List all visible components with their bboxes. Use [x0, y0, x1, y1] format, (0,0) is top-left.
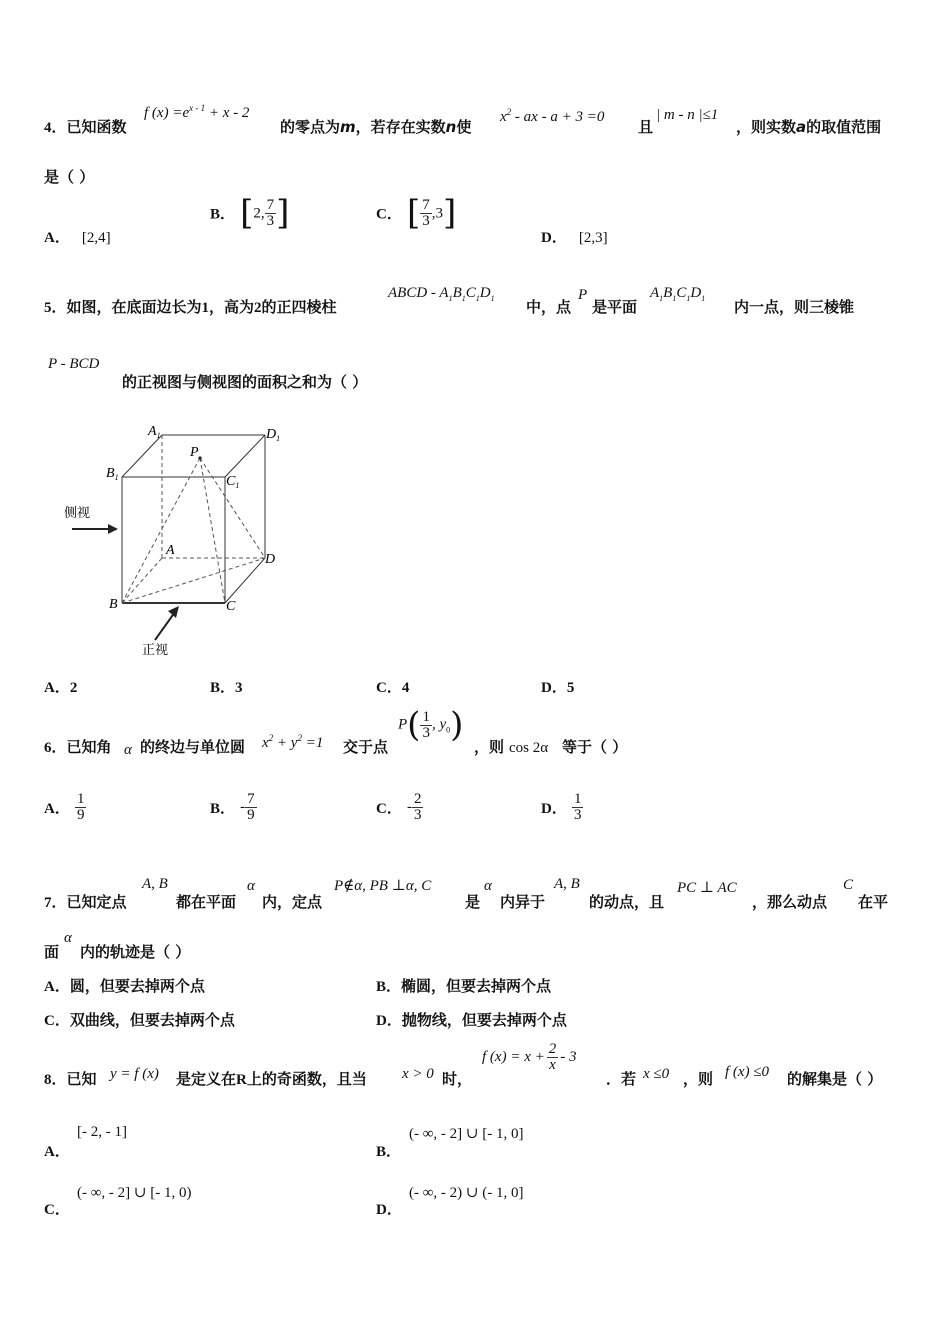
label-b: B [109, 597, 118, 612]
edge-d1c1 [225, 435, 265, 477]
q7-line2b: 内的轨迹是（ ） [80, 943, 191, 961]
q6-line1b: 的终边与单位圆 [140, 738, 246, 756]
q7-is: 是 [465, 893, 481, 911]
q7-line1d: 内异于 [500, 893, 546, 911]
q8-line1: 8．已知 [44, 1070, 97, 1088]
q7-line2: 面 [44, 943, 60, 961]
q7-perp: PC ⊥ AC [677, 880, 737, 896]
q7-alpha-3: α [64, 930, 72, 946]
q7-line1e: 的动点，且 [589, 893, 665, 911]
q5-prism: ABCD - $A_1B_1C_1D_1$ [388, 285, 495, 303]
q5-option-a: A．2 [44, 680, 78, 696]
q8-yfx: y = f (x) [110, 1066, 159, 1082]
q8-option-c: (- ∞, - 2] ∪ [- 1, 0) [77, 1185, 192, 1201]
q8-line1b: 是定义在R上的奇函数，且当 [176, 1070, 367, 1088]
q4-option-b: B． [2, $\frac{7}{3}$ ] [210, 193, 290, 233]
q5-line1c: 是平面 [592, 298, 638, 316]
q8-fle: f (x) ≤0 [725, 1064, 770, 1080]
q8-option-a-label: A． [44, 1144, 70, 1160]
q6-option-a: A． $\frac{1}{9}$ [44, 791, 85, 823]
q4-option-c: C． [ $\frac{7}{3}$ ,3] [376, 193, 457, 233]
q5-line1b: 中，点 [526, 298, 572, 316]
q8-option-d: (- ∞, - 2) ∪ (- 1, 0] [409, 1185, 524, 1201]
q8-option-b-label: B． [376, 1144, 402, 1160]
q4-and: 且 [638, 118, 654, 136]
q5-pyramid: P - BCD [48, 356, 100, 372]
label-a1: $A_1$ [148, 424, 161, 440]
q8-xle: x ≤0 [643, 1066, 670, 1082]
q6-line1e: 等于（ ） [562, 738, 628, 756]
q6-point: P( $\frac{1}{3}$ , $y_0$) [398, 705, 464, 745]
q4-function: f $(x) =e^{x - 1} + x - 2$ [144, 103, 250, 121]
q8-line1c: 时， [442, 1070, 473, 1088]
q7-line1g: 在平 [858, 893, 889, 911]
prism-figure [60, 418, 300, 663]
side-view-arrowhead [108, 524, 118, 534]
q5-option-b: B．3 [210, 680, 243, 696]
q5-option-d: D．5 [541, 680, 575, 696]
edge-pc [200, 458, 225, 603]
label-side-view: 侧视 [64, 505, 91, 520]
q6-option-c: C． - $\frac{2}{3}$ [376, 791, 422, 823]
q7-line1b: 都在平面 [176, 893, 237, 911]
q6-line1c: 交于点 [343, 738, 389, 756]
edge-pb [122, 458, 200, 603]
q8-option-b: (- ∞, - 2] ∪ [- 1, 0] [409, 1126, 524, 1142]
q7-line1c: 内，定点 [262, 893, 323, 911]
label-p: P [190, 445, 199, 460]
q7-alpha-1: α [247, 878, 255, 894]
q6-alpha: α [124, 742, 132, 758]
q7-line1f: ，那么动点 [752, 893, 828, 911]
q5-line1: 5．如图，在底面边长为1，高为2的正四棱柱 [44, 298, 337, 316]
q4-line1c: ，则实数a的取值范围 [736, 118, 882, 136]
q4-line2: 是（ ） [44, 168, 95, 186]
q6-line1: 6．已知角 [44, 738, 112, 756]
q8-line1f: 的解集是（ ） [787, 1070, 883, 1088]
q8-line1d: ．若 [606, 1070, 637, 1088]
q4-option-d: D． [2,3] [541, 230, 608, 246]
edge-pd [200, 458, 265, 558]
q7-ab: A, B [142, 876, 168, 892]
point-p [198, 456, 201, 459]
label-b1: $B_1$ [106, 466, 119, 482]
q7-option-a: A．圆，但要去掉两个点 [44, 977, 205, 995]
q4-equation: $x^2$ - ax - a + 3 =0 [500, 107, 605, 125]
label-d: D [265, 552, 276, 567]
q8-option-d-label: D． [376, 1202, 402, 1218]
q6-circle: $x^2 + y^2 =1$ [262, 733, 324, 751]
q8-line1e: ，则 [683, 1070, 714, 1088]
q4-line1: 4．已知函数 [44, 118, 127, 136]
q7-alpha-2: α [484, 878, 492, 894]
q6-line1d: ，则 [474, 738, 505, 756]
q5-point-p: P [578, 287, 588, 303]
q6-option-b: B． - $\frac{7}{9}$ [210, 791, 255, 823]
label-a: A [166, 543, 175, 558]
q5-line2: 的正视图与侧视图的面积之和为（ ） [122, 373, 368, 391]
q4-line1b: 的零点为m，若存在实数n使 [280, 118, 472, 136]
front-view-arrow [155, 612, 175, 640]
q7-c: C [843, 877, 854, 893]
edge-bd [122, 558, 265, 603]
q5-plane: $A_1B_1C_1D_1$ [650, 285, 706, 303]
label-front-view: 正视 [142, 642, 169, 657]
q8-option-c-label: C． [44, 1202, 70, 1218]
label-c1: $C_1$ [226, 474, 240, 490]
q4-abs: | m - n |≤1 [656, 107, 719, 123]
q8-option-a: [- 2, - 1] [77, 1124, 127, 1140]
q5-line1d: 内一点，则三棱锥 [734, 298, 855, 316]
q4-option-a: A． [2,4] [44, 230, 111, 246]
q6-cos: cos 2α [509, 740, 549, 756]
edge-a1b1 [122, 435, 162, 477]
q8-function: f (x) = x + $\frac{2}{x}$ - 3 [482, 1041, 577, 1073]
front-view-arrowhead [168, 606, 179, 618]
label-d1: $D_1$ [266, 427, 281, 443]
q7-option-d: D．抛物线，但要去掉两个点 [376, 1011, 567, 1029]
q7-cond: P∉α, PB ⊥α, C [334, 878, 432, 894]
label-c: C [226, 599, 236, 614]
q7-option-b: B．椭圆，但要去掉两个点 [376, 977, 552, 995]
q7-option-c: C．双曲线，但要去掉两个点 [44, 1011, 235, 1029]
q6-option-d: D． $\frac{1}{3}$ [541, 791, 582, 823]
q7-ab-2: A, B [554, 876, 580, 892]
q5-option-c: C．4 [376, 680, 410, 696]
q7-line1: 7．已知定点 [44, 893, 127, 911]
q8-xgt: x > 0 [402, 1066, 434, 1082]
